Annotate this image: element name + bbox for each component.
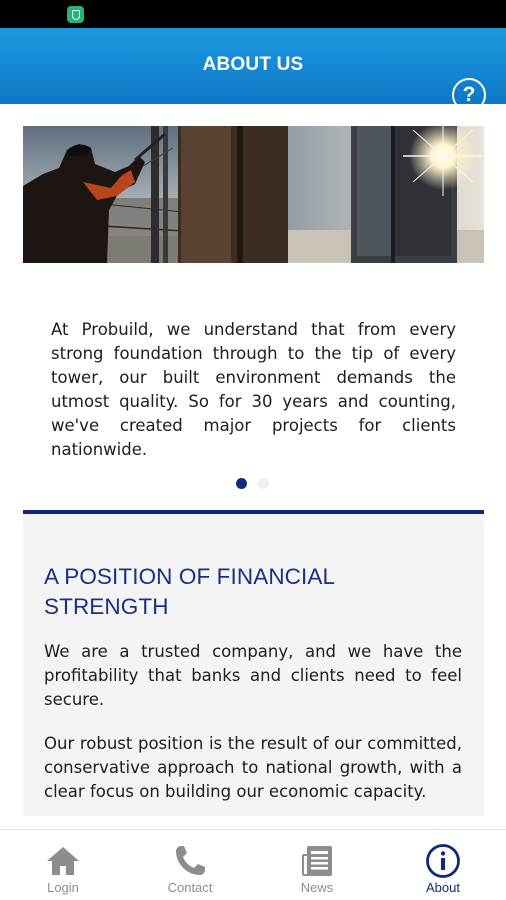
bottom-navigation: [0, 829, 506, 900]
status-bar: [0, 0, 506, 28]
carousel-dot[interactable]: [258, 478, 269, 489]
nav-item-about[interactable]: [380, 830, 506, 900]
page-title: ABOUT US: [202, 54, 304, 75]
nav-item-contact[interactable]: [127, 830, 253, 900]
info-icon: [424, 842, 462, 880]
help-button[interactable]: ?: [452, 78, 486, 112]
nav-label-login: Login: [47, 880, 79, 895]
carousel-dot-active[interactable]: [236, 478, 247, 489]
phone-icon: [171, 842, 209, 880]
status-app-icon: [67, 6, 84, 23]
nav-item-news[interactable]: [254, 830, 380, 900]
section-heading: A POSITION OF FINANCIAL STRENGTH: [44, 564, 335, 619]
construction-worker-photo: [23, 126, 484, 263]
home-icon: [44, 842, 82, 880]
app-bar: [0, 28, 506, 104]
section-paragraph: Our robust position is the result of our committed, conservative approach to national growth, with a clear focus on building our economic capacity.: [44, 734, 462, 801]
nav-label-news: News: [300, 880, 334, 895]
nav-label-contact: Contact: [167, 880, 213, 895]
carousel-text: At Probuild, we understand that from every strong foundation through to the tip of every tower, our built environment demands the utmost quality. So for 30 years and counting, we've created major projects for clients nationwide.: [51, 320, 456, 459]
financial-strength-card: [23, 510, 484, 816]
section-paragraph: We are a trusted company, and we have the profitability that banks and clients need to feel secure.: [44, 642, 462, 709]
news-icon: [298, 842, 336, 880]
nav-item-login[interactable]: [0, 830, 126, 900]
hero-image: [23, 126, 484, 263]
nav-label-about: About: [426, 880, 460, 895]
